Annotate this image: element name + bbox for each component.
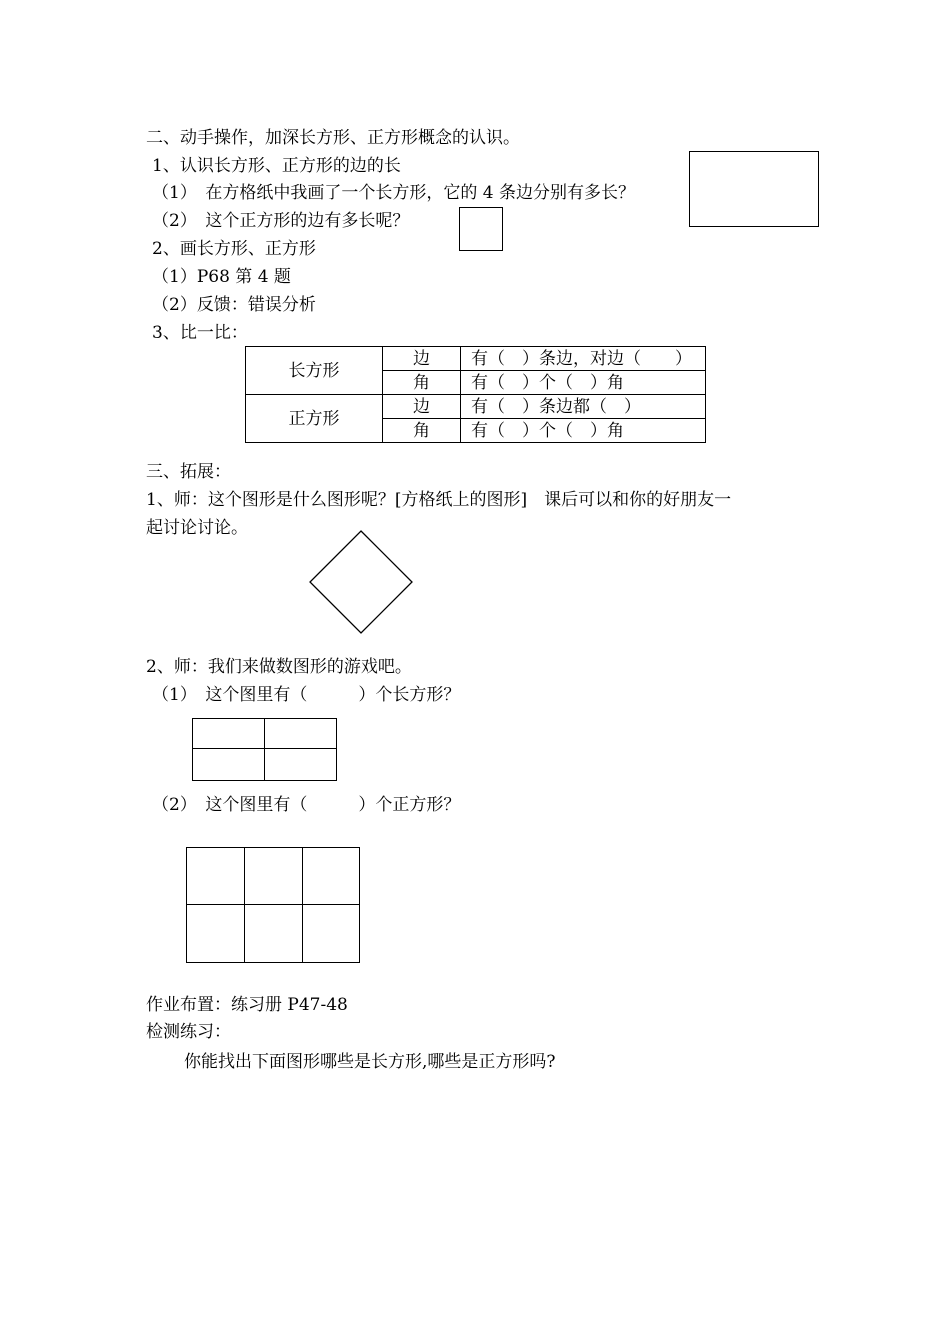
item3-title: 3、比一比：	[152, 323, 248, 343]
grid-divider	[264, 718, 265, 781]
table-fill-cell: 有（ ）个（ ）角	[461, 371, 706, 395]
grid-divider	[186, 904, 360, 905]
table-part-cell: 边	[383, 395, 461, 419]
item2-subitem-a: （1）P68 第 4 题	[152, 267, 291, 287]
section3-heading: 三、拓展：	[146, 462, 231, 482]
question1-line1: 1、师：这个图形是什么图形呢？[方格纸上的图形] 课后可以和你的好朋友一	[146, 490, 732, 510]
item1-title: 1、认识长方形、正方形的边的长	[152, 156, 401, 176]
section2-heading: 二、动手操作，加深长方形、正方形概念的认识。	[146, 128, 520, 148]
table-row	[246, 347, 706, 371]
question2-title: 2、师：我们来做数图形的游戏吧。	[146, 657, 412, 677]
homework-line: 作业布置：练习册 P47-48	[146, 995, 348, 1015]
square-label: 正方形	[246, 395, 383, 443]
comparison-table	[245, 346, 706, 443]
grid-divider	[302, 847, 303, 963]
grid-3x2-figure	[186, 847, 360, 963]
square-figure	[459, 207, 503, 251]
table-row	[246, 395, 706, 419]
question2-subitem-a: （1） 这个图里有（ ）个长方形？	[152, 685, 461, 705]
item1-question1: （1） 在方格纸中我画了一个长方形，它的 4 条边分别有多长？	[152, 183, 635, 203]
question2-subitem-b: （2） 这个图里有（ ）个正方形？	[152, 795, 461, 815]
question1-line2: 起讨论讨论。	[146, 518, 248, 538]
table-part-cell: 边	[383, 347, 461, 371]
table-fill-cell: 有（ ）条边都（ ）	[461, 395, 706, 419]
grid-divider	[244, 847, 245, 963]
table-fill-cell: 有（ ）条边，对边（ ）	[461, 347, 706, 371]
grid-divider	[192, 748, 337, 749]
table-part-cell: 角	[383, 371, 461, 395]
table-fill-cell: 有（ ）个（ ）角	[461, 419, 706, 443]
diamond-figure	[308, 529, 414, 635]
rectangle-label: 长方形	[246, 347, 383, 395]
item2-title: 2、画长方形、正方形	[152, 239, 316, 259]
item2-subitem-b: （2）反馈：错误分析	[152, 295, 316, 315]
rectangle-figure	[689, 151, 819, 227]
test-heading: 检测练习：	[146, 1022, 231, 1042]
item1-question2: （2） 这个正方形的边有多长呢？	[152, 211, 410, 231]
table-part-cell: 角	[383, 419, 461, 443]
test-instruction: 你能找出下面图形哪些是长方形,哪些是正方形吗?	[184, 1052, 556, 1072]
